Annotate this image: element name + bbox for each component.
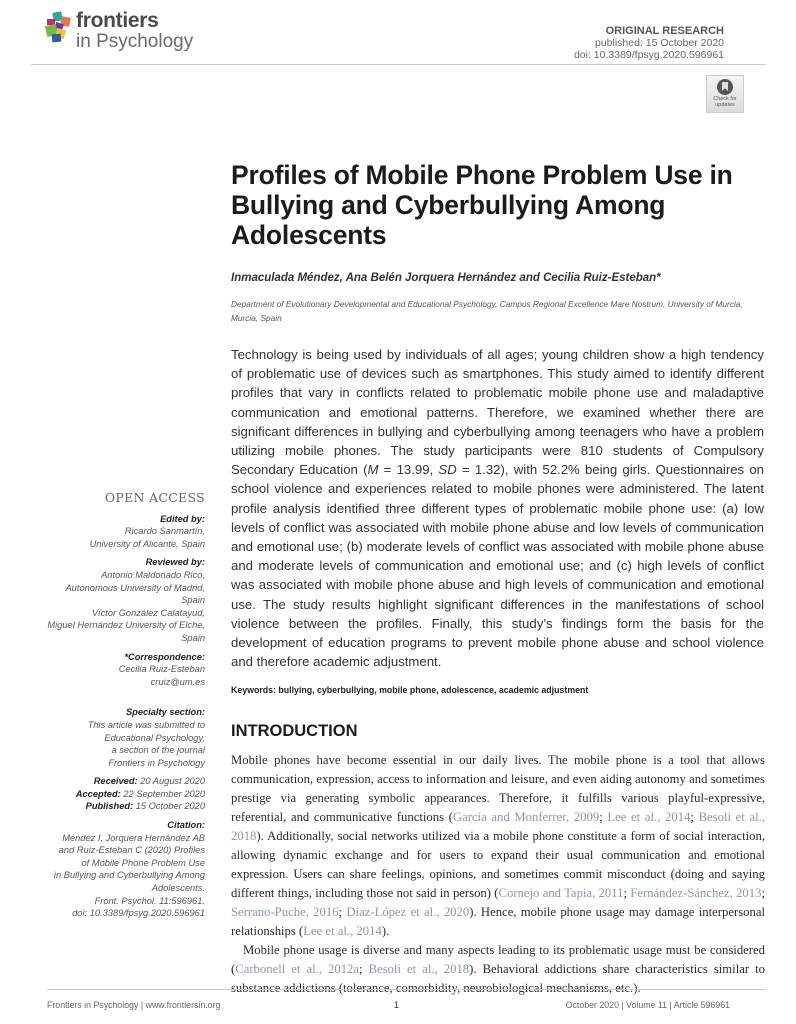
citation-link[interactable]: García and Monferrer, 2009 bbox=[452, 810, 600, 824]
correspondence-block bbox=[15, 651, 205, 689]
edited-by-block bbox=[15, 513, 205, 551]
body-text: Mobile phone usage is diverse and many aspects leading to its problematic usage must be considered ( bbox=[231, 943, 765, 976]
article-meta bbox=[574, 25, 724, 61]
citation-link[interactable]: Lee et al., 2014 bbox=[607, 810, 691, 824]
bookmark-icon bbox=[717, 79, 733, 95]
body-text: ; bbox=[359, 962, 369, 976]
sidebar-heading: Citation: bbox=[167, 820, 205, 831]
reviewer-name: Víctor González Calatayud, bbox=[91, 607, 205, 618]
body-text: ; bbox=[761, 886, 765, 900]
sidebar-heading: *Correspondence: bbox=[124, 651, 205, 662]
sidebar-heading: Reviewed by: bbox=[145, 557, 205, 568]
article-title: Profiles of Mobile Phone Problem Use in Bullying and Cyberbullying Among Adolescents bbox=[231, 160, 733, 250]
introduction-body bbox=[231, 751, 765, 998]
footer-issue-info: October 2020 | Volume 11 | Article 596961 bbox=[565, 1000, 730, 1010]
abstract-text: = 1.32), with 52.2% being girls. Questionnaires on school violence and experiences related to mobile phones were administered. The latent profile analysis identified three different types of problematic mobile phone use: (a) low levels of conflict was associated with mobile phone abuse and low levels of communication and emotional use; (b) moderate levels of conflict was associated with mobile phone abuse and moderate levels of communication and emotional use; and (c) high levels of conflict was associated with mobile phone abuse and high levels of communication and emotional use. The study results highlight significant differences in the manifestations of school violence between the profiles. Finally, this study’s findings form the basis for the development of education programs to prevent mobile phone abuse and school violence and therefore academic adjustment. bbox=[231, 462, 765, 670]
body-text: ; bbox=[623, 886, 631, 900]
logo-journal-name: in Psychology bbox=[76, 31, 194, 52]
accepted-date: 22 September 2020 bbox=[120, 788, 205, 799]
abstract-text: Technology is being used by individuals of all ages; young children show a high tendency of problematic use of devices such as smartphones. This study aimed to identify different profiles that vary in conflicts related to problematic mobile phone use and maladaptive communication and emotional patterns. Therefore, we examined whether there are significant differences in bullying and cyberbullying among teenagers who have a problem utilizing mobile phones. The study participants were 810 students of Compulsory Secondary Education ( bbox=[231, 347, 764, 478]
citation-link[interactable]: Besoli et al., 2018 bbox=[368, 962, 470, 976]
page-number: 1 bbox=[394, 1000, 399, 1010]
article-type: ORIGINAL RESEARCH bbox=[605, 25, 724, 37]
citation-doi[interactable]: doi: 10.3389/fpsyg.2020.596961 bbox=[72, 908, 205, 919]
citation-line: of Mobile Phone Problem Use bbox=[81, 857, 205, 868]
citation-line: and Ruiz-Esteban C (2020) Profiles bbox=[58, 845, 205, 856]
body-text: ; bbox=[599, 810, 608, 824]
header-divider bbox=[31, 64, 766, 65]
published-label: Published: bbox=[85, 801, 134, 812]
body-text: ). Additionally, social networks utilized via a mobile phone constitute a form of social interaction, allowing dynamic exchange and for users to expand their usual communication and emotional expression. Users can share feelings, opinions, and sometimes commit misconduct (doing and saying different things, including those not said in person) ( bbox=[231, 829, 765, 900]
citation-line: in Bullying and Cyberbullying Among bbox=[53, 870, 205, 881]
section-heading-introduction: INTRODUCTION bbox=[231, 722, 358, 740]
received-date: 20 August 2020 bbox=[137, 776, 205, 787]
citation-link[interactable]: Díaz-López et al., 2020 bbox=[346, 905, 470, 919]
abstract-text: = 13.99, bbox=[378, 462, 439, 478]
citation-link[interactable]: Cornejo and Tapia, 2011 bbox=[498, 886, 624, 900]
citation-line: Front. Psychol. 11:596961. bbox=[94, 895, 205, 906]
keywords: Keywords: bullying, cyberbullying, mobile phone, adolescence, academic adjustment bbox=[231, 685, 589, 695]
accepted-label: Accepted: bbox=[75, 788, 121, 799]
paragraph bbox=[231, 751, 765, 941]
author-list: Inmaculada Méndez, Ana Belén Jorquera Hernández and Cecilia Ruiz-Esteban* bbox=[231, 272, 661, 284]
editor-name: Ricardo Sanmartín, bbox=[124, 526, 205, 537]
dates-block bbox=[15, 775, 205, 813]
article-doi[interactable]: doi: 10.3389/fpsyg.2020.596961 bbox=[573, 49, 724, 61]
body-text: ; bbox=[338, 905, 347, 919]
abstract-stat-label: SD bbox=[438, 462, 457, 478]
correspondence-name: Cecilia Ruiz-Esteban bbox=[118, 664, 205, 675]
reviewer-affiliation: Spain bbox=[181, 595, 205, 606]
body-text: Mobile phones have become essential in our daily lives. The mobile phone is a tool that allows communication, expression, access to information and leisure, and even aiding autonomy and sometimes prestige via generating symbolic appearances. Therefore, it fulfills various playful-expressive, referential, and communicative functions ( bbox=[231, 753, 765, 824]
specialty-line: a section of the journal bbox=[111, 745, 205, 756]
reviewer-affiliation: Autonomous University of Madrid, bbox=[65, 582, 205, 593]
check-updates-label: Check for bbox=[713, 96, 737, 102]
check-updates-label-2: updates bbox=[715, 102, 735, 108]
specialty-line: Frontiers in Psychology bbox=[108, 757, 205, 768]
body-text: ). Hence, mobile phone usage may damage interpersonal relationships ( bbox=[231, 905, 765, 938]
specialty-line: Educational Psychology, bbox=[104, 732, 205, 743]
frontiers-logo-icon bbox=[44, 12, 72, 42]
citation-line: Méndez I, Jorquera Hernández AB bbox=[62, 832, 205, 843]
footer-journal-link[interactable]: Frontiers in Psychology | www.frontiersin.org bbox=[47, 1000, 221, 1010]
citation-link[interactable]: Carbonell et al., 2012a bbox=[235, 962, 360, 976]
logo-brand: frontiers bbox=[76, 9, 159, 32]
specialty-line: This article was submitted to bbox=[87, 719, 205, 730]
reviewer-name: Antonio Maldonado Rico, bbox=[101, 569, 205, 580]
citation-line: Adolescents. bbox=[151, 883, 205, 894]
article-info-sidebar bbox=[15, 492, 205, 926]
footer-divider bbox=[47, 989, 766, 990]
check-for-updates-button[interactable] bbox=[706, 75, 744, 113]
open-access-label: OPEN ACCESS bbox=[104, 490, 205, 505]
sidebar-heading: Specialty section: bbox=[125, 707, 205, 718]
sidebar-heading: Edited by: bbox=[160, 513, 205, 524]
citation-link[interactable]: Lee et al., 2014 bbox=[303, 924, 382, 938]
abstract-stat-label: M bbox=[367, 462, 379, 478]
reviewer-affiliation: Miguel Hernández University of Elche, bbox=[47, 620, 205, 631]
citation-link[interactable]: Serrano-Puche, 2016 bbox=[231, 905, 339, 919]
received-label: Received: bbox=[93, 776, 138, 787]
reviewer-affiliation: Spain bbox=[181, 632, 205, 643]
citation-link[interactable]: Besoli et al., 2018 bbox=[231, 810, 765, 843]
affiliation: Department of Evolutionary Developmental and Educational Psychology, Campus Regional Excellence Mare Nostrum, University of Murcia, Murcia, Spain bbox=[231, 299, 743, 323]
body-text: ). Behavioral addictions share characteristics similar to substance addictions (tolerance, comorbidity, neurobiological mechanisms, etc.). bbox=[231, 962, 765, 995]
published-date: published: 15 October 2020 bbox=[594, 37, 724, 49]
abstract bbox=[231, 345, 764, 671]
journal-logo[interactable] bbox=[44, 10, 193, 51]
citation-block bbox=[15, 819, 205, 920]
reviewed-by-block bbox=[15, 556, 205, 644]
specialty-section-block bbox=[15, 706, 205, 769]
citation-link[interactable]: Fernández-Sánchez, 2013 bbox=[630, 886, 762, 900]
correspondence-email[interactable]: cruiz@um.es bbox=[150, 676, 205, 687]
body-text: ; bbox=[690, 810, 699, 824]
editor-affiliation: University of Alicante, Spain bbox=[89, 538, 205, 549]
body-text: ). bbox=[381, 924, 390, 938]
published-date-sidebar: 15 October 2020 bbox=[133, 801, 205, 812]
